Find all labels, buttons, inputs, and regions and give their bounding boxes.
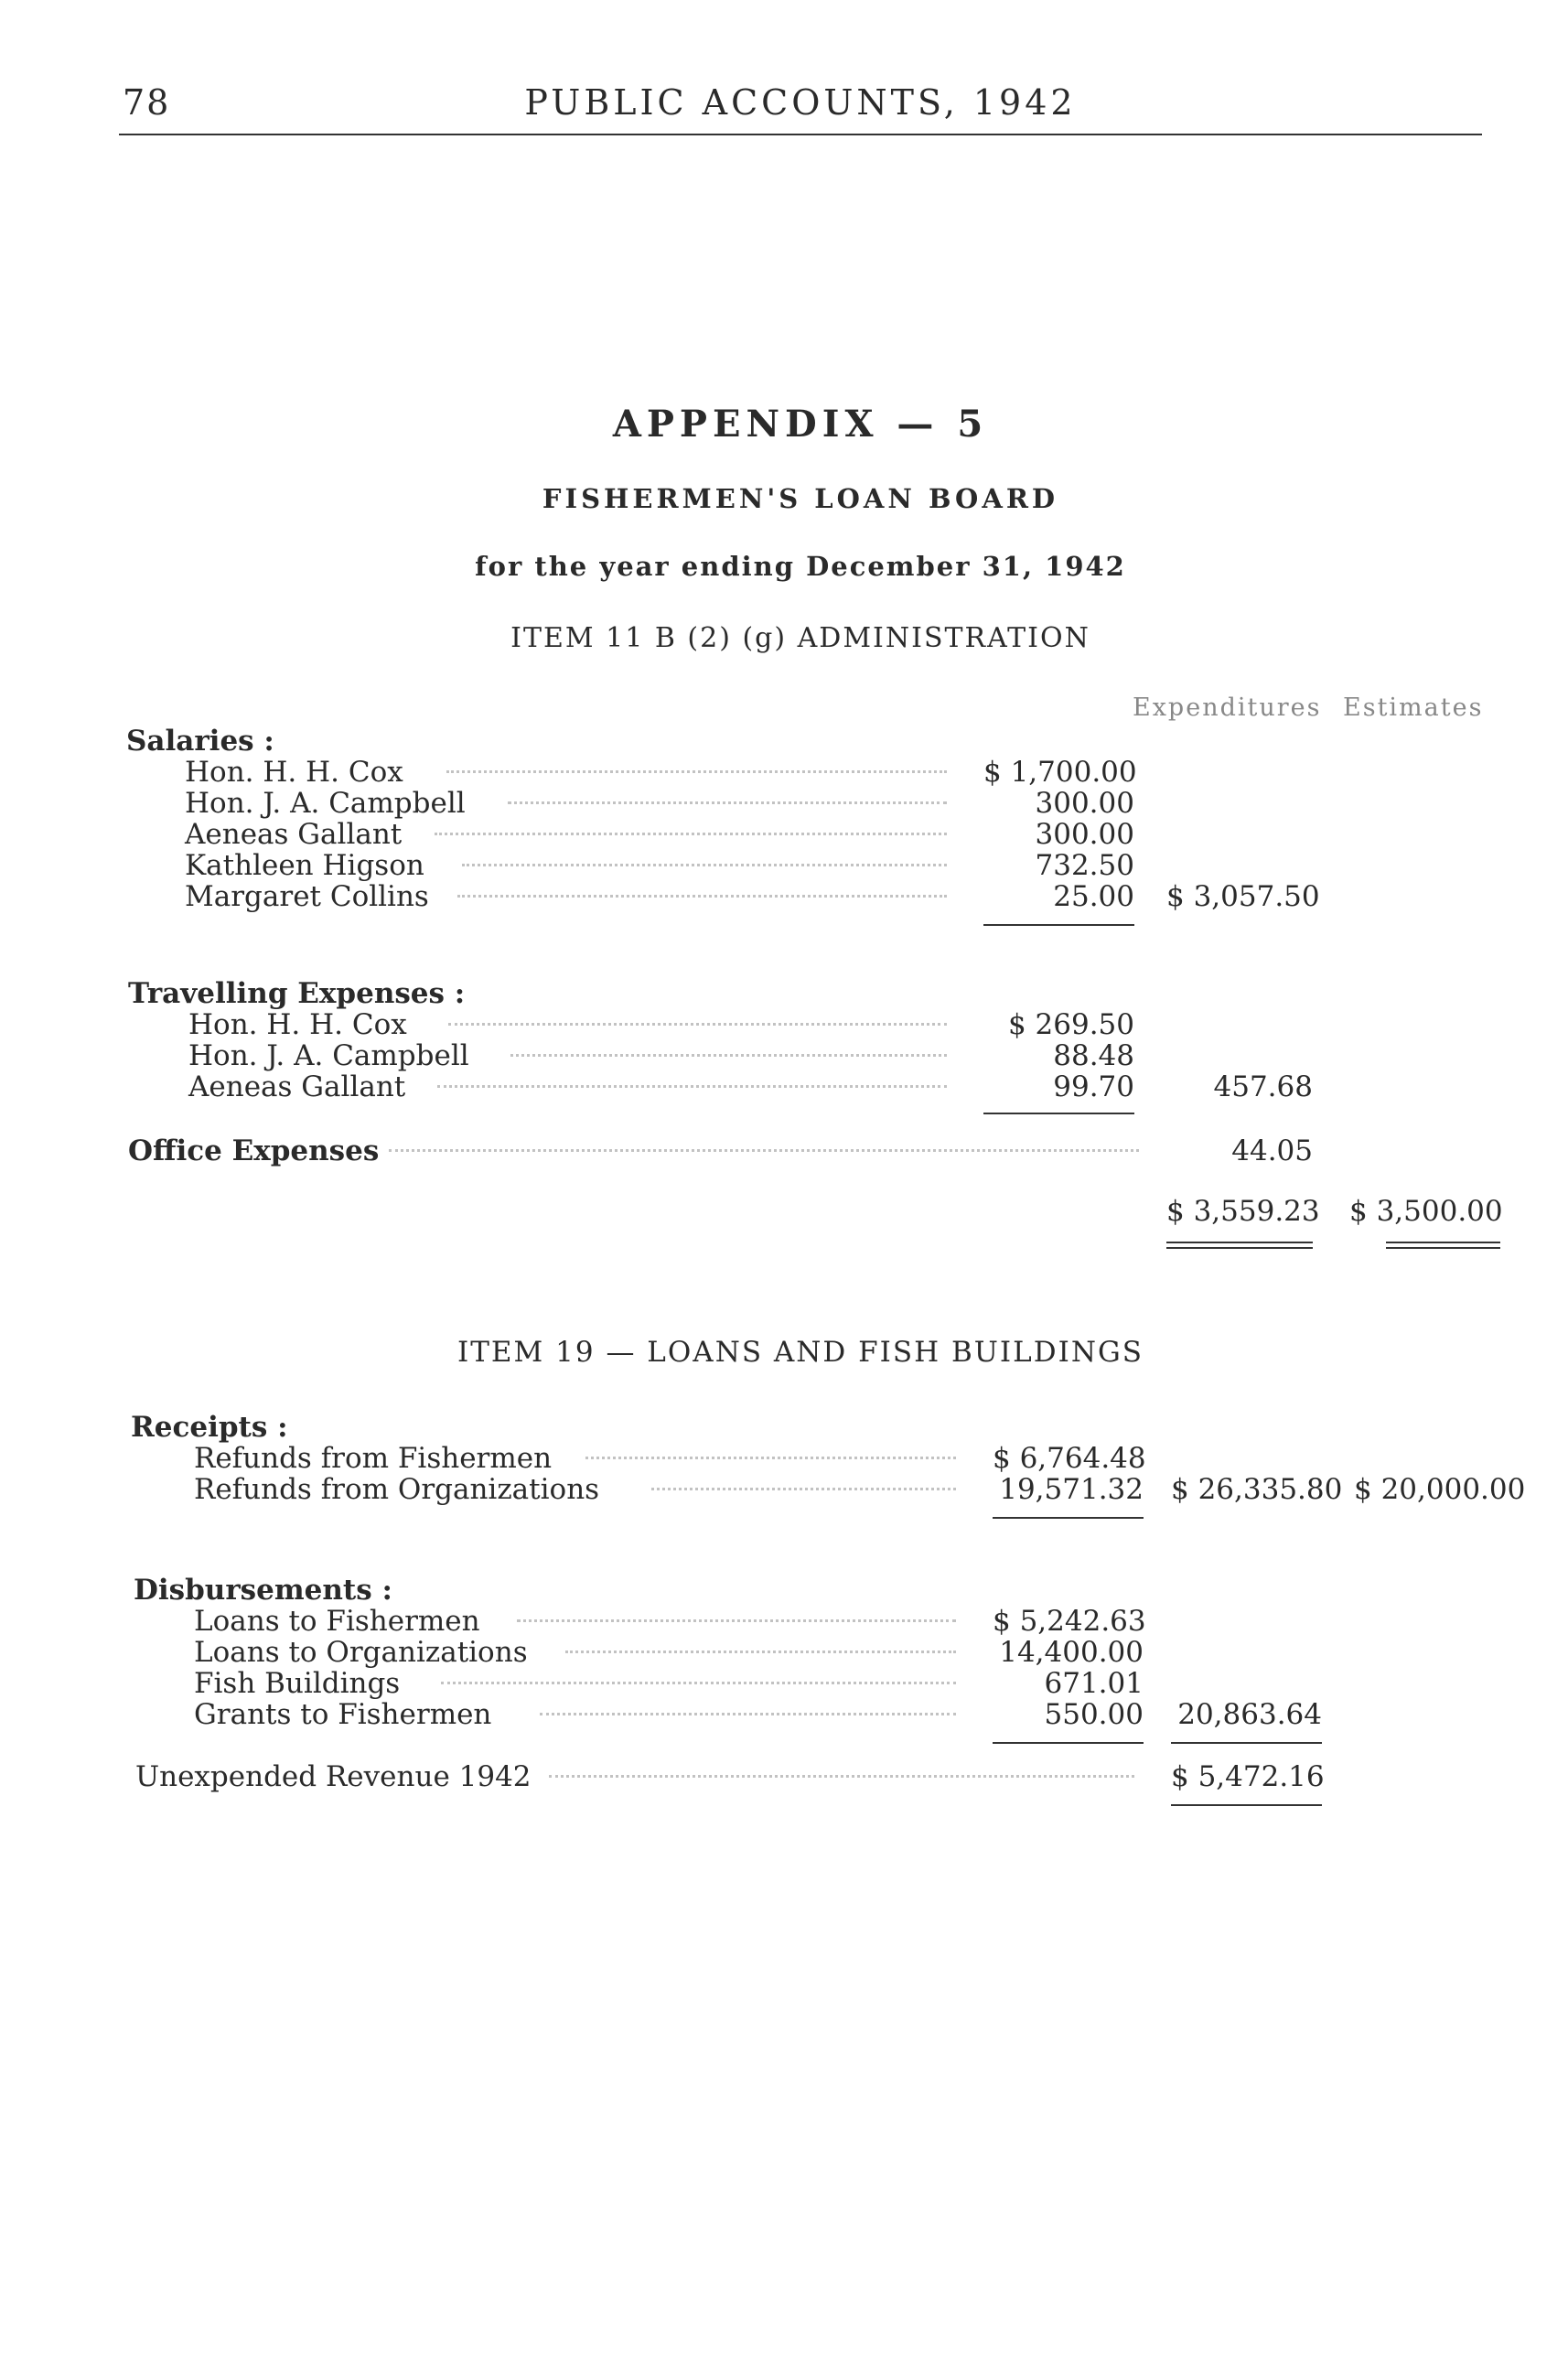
row-amount: 300.00 [1035, 818, 1134, 851]
unexpended-label: Unexpended Revenue 1942 [135, 1760, 532, 1793]
leader-dots [510, 1054, 947, 1057]
item-loans-title: ITEM 19 — LOANS AND FISH BUILDINGS [457, 1336, 1144, 1369]
leader-dots [448, 1023, 947, 1026]
travelling-total: 457.68 [1213, 1070, 1313, 1103]
leader-dots [540, 1713, 956, 1715]
admin-total-expenditures: $ 3,559.23 [1166, 1195, 1320, 1228]
table-row [0, 1698, 1568, 1729]
col-head-expenditures: Expenditures [1133, 694, 1322, 722]
leader-dots [565, 1651, 956, 1653]
row-label: Refunds from Organizations [194, 1473, 600, 1506]
row-amount: $ 5,242.63 [993, 1605, 1146, 1638]
unexpended-row [0, 1760, 1568, 1791]
table-row [0, 1070, 1568, 1102]
subtotal-rule [983, 924, 1134, 926]
row-label: Loans to Fishermen [194, 1605, 480, 1638]
table-row [0, 818, 1568, 849]
receipts-heading-row [0, 1411, 1568, 1442]
row-amount: $ 269.50 [1007, 1008, 1134, 1041]
table-row [0, 787, 1568, 818]
row-amount: 14,400.00 [999, 1636, 1144, 1669]
unexpended-total: $ 5,472.16 [1171, 1760, 1325, 1793]
total-rule [1386, 1247, 1500, 1249]
row-amount: 88.48 [1053, 1039, 1134, 1072]
table-row [0, 1039, 1568, 1070]
admin-totals-row [0, 1195, 1568, 1226]
item-admin-title: ITEM 11 B (2) (g) ADMINISTRATION [510, 622, 1090, 654]
page-number: 78 [123, 82, 171, 123]
table-row [0, 880, 1568, 911]
page-header [119, 79, 1482, 135]
leader-dots [457, 895, 947, 898]
salaries-total: $ 3,057.50 [1166, 880, 1320, 913]
leader-dots [462, 864, 947, 866]
row-amount: 550.00 [1044, 1698, 1144, 1731]
table-row [0, 1636, 1568, 1667]
leader-dots [508, 801, 947, 804]
receipts-total: $ 26,335.80 [1171, 1473, 1343, 1506]
total-rule [1171, 1804, 1322, 1806]
row-amount: 671.01 [1044, 1667, 1144, 1700]
row-label: Fish Buildings [194, 1667, 401, 1700]
table-row [0, 1008, 1568, 1039]
row-label: Hon. H. H. Cox [188, 1008, 407, 1041]
board-title: FISHERMEN'S LOAN BOARD [542, 483, 1059, 514]
subtotal-rule [993, 1517, 1144, 1519]
running-title: PUBLIC ACCOUNTS, 1942 [524, 82, 1077, 123]
total-rule [1386, 1242, 1500, 1243]
leader-dots [389, 1149, 1139, 1152]
row-label: Hon. H. H. Cox [185, 756, 403, 789]
row-amount: 19,571.32 [999, 1473, 1144, 1506]
row-amount: 300.00 [1035, 787, 1134, 820]
subtotal-rule [983, 1113, 1134, 1114]
leader-dots [435, 833, 947, 835]
office-label: Office Expenses [128, 1134, 380, 1167]
total-rule [1166, 1247, 1313, 1249]
row-amount: $ 1,700.00 [983, 756, 1137, 789]
leader-dots [517, 1619, 956, 1622]
leader-dots [446, 770, 947, 773]
col-head-estimates: Estimates [1343, 694, 1484, 722]
row-amount: $ 6,764.48 [993, 1442, 1146, 1475]
row-label: Margaret Collins [185, 880, 429, 913]
row-label: Kathleen Higson [185, 849, 424, 882]
disbursements-heading: Disbursements : [134, 1574, 392, 1607]
salaries-heading-row [0, 725, 1568, 756]
row-label: Hon. J. A. Campbell [188, 1039, 469, 1072]
leader-dots [549, 1775, 1134, 1778]
leader-dots [585, 1457, 956, 1459]
leader-dots [651, 1488, 956, 1490]
table-row [0, 1667, 1568, 1698]
travelling-heading-row [0, 977, 1568, 1008]
row-amount: 732.50 [1035, 849, 1134, 882]
table-row [0, 1473, 1568, 1504]
office-total: 44.05 [1231, 1134, 1313, 1167]
salaries-heading: Salaries : [126, 725, 274, 758]
table-row [0, 1442, 1568, 1473]
table-row [0, 1605, 1568, 1636]
row-label: Aeneas Gallant [185, 818, 403, 851]
row-label: Grants to Fishermen [194, 1698, 492, 1731]
total-rule [1166, 1242, 1313, 1243]
table-row [0, 849, 1568, 880]
row-label: Refunds from Fishermen [194, 1442, 553, 1475]
travelling-heading: Travelling Expenses : [128, 977, 466, 1010]
row-label: Aeneas Gallant [188, 1070, 406, 1103]
disbursements-heading-row [0, 1574, 1568, 1605]
receipts-heading: Receipts : [131, 1411, 288, 1444]
appendix-title: APPENDIX — 5 [612, 403, 989, 446]
admin-total-estimates: $ 3,500.00 [1349, 1195, 1503, 1228]
year-subtitle: for the year ending December 31, 1942 [475, 551, 1126, 582]
row-amount: 99.70 [1053, 1070, 1134, 1103]
row-amount: 25.00 [1053, 880, 1134, 913]
table-row [0, 756, 1568, 787]
receipts-estimate: $ 20,000.00 [1354, 1473, 1526, 1506]
leader-dots [437, 1085, 947, 1088]
disbursements-total: 20,863.64 [1177, 1698, 1322, 1731]
subtotal-rule [993, 1742, 1144, 1744]
leader-dots [441, 1682, 956, 1684]
office-row [0, 1134, 1568, 1166]
subtotal-rule [1171, 1742, 1322, 1744]
row-label: Loans to Organizations [194, 1636, 528, 1669]
row-label: Hon. J. A. Campbell [185, 787, 466, 820]
